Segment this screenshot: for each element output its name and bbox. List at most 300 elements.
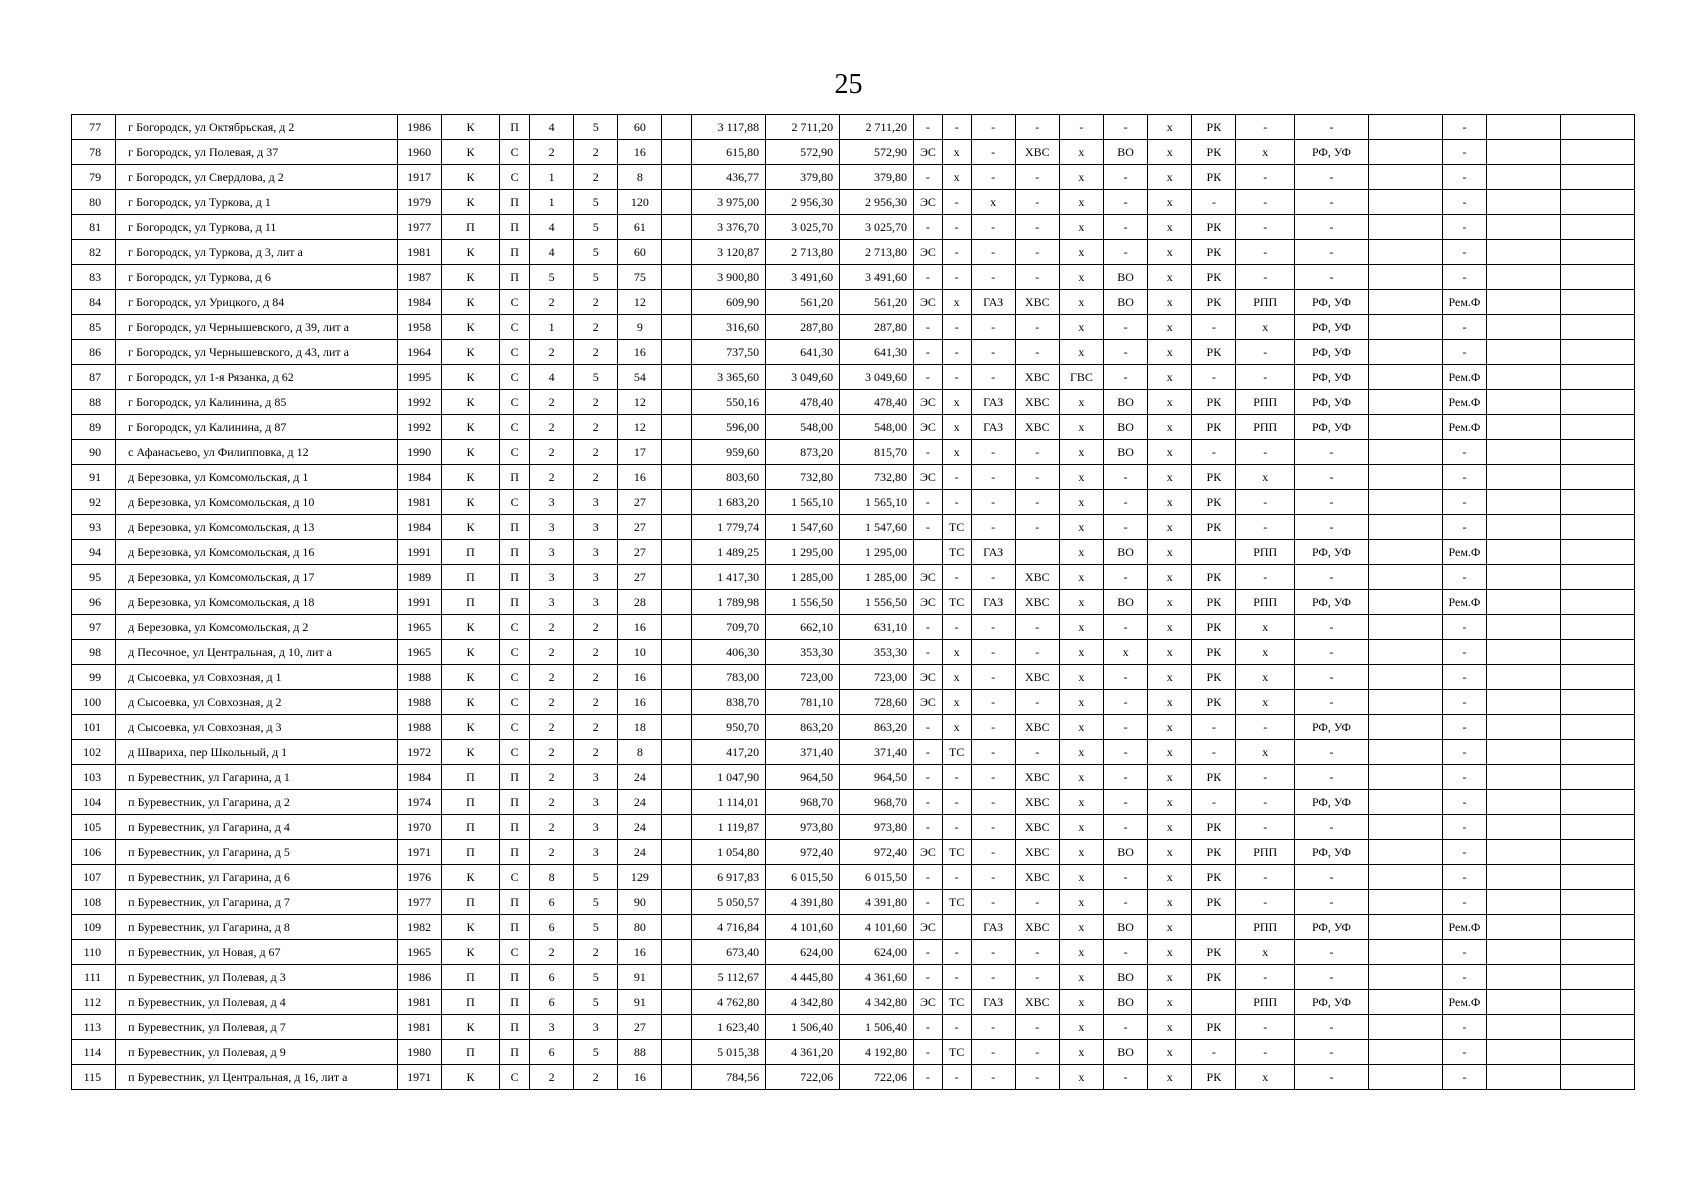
table-cell: [1368, 390, 1442, 415]
table-cell: [1487, 940, 1561, 965]
table-cell: 2: [529, 390, 573, 415]
table-cell: -: [1015, 340, 1059, 365]
table-cell: 3 365,60: [692, 365, 766, 390]
table-cell: -: [942, 365, 971, 390]
table-cell: 1995: [397, 365, 441, 390]
table-cell: х: [1148, 240, 1192, 265]
table-cell: -: [1442, 840, 1486, 865]
table-cell: ХВС: [1015, 915, 1059, 940]
table-cell: П: [441, 840, 500, 865]
table-cell: РК: [1192, 290, 1236, 315]
table-cell: х: [1059, 415, 1103, 440]
table-cell: 3: [529, 515, 573, 540]
table-cell: -: [971, 265, 1015, 290]
table-cell: 4 762,80: [692, 990, 766, 1015]
table-cell: [1560, 565, 1634, 590]
table-cell: -: [914, 740, 943, 765]
table-cell: 4 361,20: [766, 1040, 840, 1065]
table-cell: [1560, 665, 1634, 690]
table-cell: [1560, 140, 1634, 165]
table-cell: -: [1104, 190, 1148, 215]
table-cell: 1991: [397, 540, 441, 565]
table-cell: 972,40: [840, 840, 914, 865]
table-cell: 417,20: [692, 740, 766, 765]
table-cell: 371,40: [766, 740, 840, 765]
table-cell: К: [441, 190, 500, 215]
table-cell: 5: [574, 865, 618, 890]
table-cell: д Сысоевка, ул Совхозная, д 3: [116, 715, 397, 740]
table-cell: х: [942, 415, 971, 440]
table-cell: [1368, 1065, 1442, 1090]
table-cell: [662, 815, 692, 840]
table-cell: [1368, 615, 1442, 640]
table-cell: 80: [618, 915, 662, 940]
table-cell: РК: [1192, 765, 1236, 790]
table-cell: [1487, 490, 1561, 515]
table-cell: -: [942, 315, 971, 340]
table-cell: 4 445,80: [766, 965, 840, 990]
table-cell: х: [942, 140, 971, 165]
table-cell: -: [1104, 1065, 1148, 1090]
table-cell: -: [1104, 690, 1148, 715]
table-cell: 732,80: [766, 465, 840, 490]
table-cell: 61: [618, 215, 662, 240]
table-cell: ВО: [1104, 590, 1148, 615]
table-cell: К: [441, 340, 500, 365]
table-cell: 6 015,50: [840, 865, 914, 890]
table-cell: 1 683,20: [692, 490, 766, 515]
table-cell: РК: [1192, 215, 1236, 240]
table-cell: 16: [618, 1065, 662, 1090]
table-cell: РК: [1192, 390, 1236, 415]
table-cell: г Богородск, ул Урицкого, д 84: [116, 290, 397, 315]
table-cell: РК: [1192, 640, 1236, 665]
table-cell: [1487, 365, 1561, 390]
table-cell: ЭС: [914, 140, 943, 165]
table-cell: П: [500, 465, 530, 490]
table-cell: [1368, 765, 1442, 790]
table-cell: 1979: [397, 190, 441, 215]
table-cell: х: [1059, 1040, 1103, 1065]
table-cell: -: [1295, 740, 1369, 765]
table-cell: -: [1015, 640, 1059, 665]
table-cell: К: [441, 665, 500, 690]
table-cell: [1368, 790, 1442, 815]
table-cell: -: [1442, 1015, 1486, 1040]
table-cell: 722,06: [766, 1065, 840, 1090]
table-cell: С: [500, 140, 530, 165]
table-cell: 109: [72, 915, 116, 940]
table-cell: 3: [574, 565, 618, 590]
table-cell: РК: [1192, 340, 1236, 365]
table-cell: ЭС: [914, 665, 943, 690]
table-cell: ВО: [1104, 415, 1148, 440]
table-cell: 964,50: [766, 765, 840, 790]
table-cell: 4 391,80: [766, 890, 840, 915]
table-cell: -: [942, 965, 971, 990]
table-cell: РПП: [1236, 415, 1295, 440]
table-cell: РК: [1192, 140, 1236, 165]
table-cell: 784,56: [692, 1065, 766, 1090]
table-cell: 973,80: [766, 815, 840, 840]
table-cell: х: [1148, 340, 1192, 365]
table-cell: -: [914, 815, 943, 840]
table-cell: х: [1148, 840, 1192, 865]
table-cell: [1560, 1015, 1634, 1040]
table-cell: 3: [529, 1015, 573, 1040]
table-cell: ГАЗ: [971, 915, 1015, 940]
table-cell: х: [1148, 765, 1192, 790]
table-cell: х: [1148, 490, 1192, 515]
table-cell: х: [1236, 690, 1295, 715]
table-cell: РПП: [1236, 990, 1295, 1015]
table-cell: [662, 665, 692, 690]
table-cell: 16: [618, 340, 662, 365]
table-cell: п Буревестник, ул Гагарина, д 1: [116, 765, 397, 790]
table-cell: [1368, 365, 1442, 390]
table-cell: -: [1236, 515, 1295, 540]
table-cell: 1 623,40: [692, 1015, 766, 1040]
table-cell: 723,00: [840, 665, 914, 690]
table-row: [72, 165, 1635, 190]
table-cell: -: [1236, 890, 1295, 915]
table-row: [72, 815, 1635, 840]
table-cell: 1971: [397, 840, 441, 865]
table-cell: 353,30: [766, 640, 840, 665]
table-cell: ЭС: [914, 390, 943, 415]
table-cell: [1487, 165, 1561, 190]
table-cell: РК: [1192, 515, 1236, 540]
table-cell: 4: [529, 115, 573, 140]
table-cell: -: [1104, 565, 1148, 590]
table-cell: -: [1192, 440, 1236, 465]
table-cell: РК: [1192, 665, 1236, 690]
table-cell: 406,30: [692, 640, 766, 665]
table-cell: 24: [618, 765, 662, 790]
table-cell: 2: [574, 415, 618, 440]
table-cell: РПП: [1236, 590, 1295, 615]
table-cell: 5: [574, 365, 618, 390]
table-row: [72, 740, 1635, 765]
table-row: [72, 290, 1635, 315]
table-cell: -: [1295, 115, 1369, 140]
table-cell: ХВС: [1015, 865, 1059, 890]
table-cell: [1487, 790, 1561, 815]
table-cell: -: [1015, 240, 1059, 265]
table-cell: [1560, 815, 1634, 840]
table-cell: 97: [72, 615, 116, 640]
table-cell: -: [1104, 1015, 1148, 1040]
table-cell: 6: [529, 1040, 573, 1065]
table-cell: 2: [529, 690, 573, 715]
table-cell: [662, 965, 692, 990]
table-cell: г Богородск, ул Полевая, д 37: [116, 140, 397, 165]
table-cell: п Буревестник, ул Полевая, д 9: [116, 1040, 397, 1065]
table-cell: [662, 1015, 692, 1040]
table-cell: 3: [529, 590, 573, 615]
table-cell: ТС: [942, 590, 971, 615]
table-cell: [662, 840, 692, 865]
table-cell: РФ, УФ: [1295, 840, 1369, 865]
table-row: [72, 665, 1635, 690]
table-cell: [662, 1065, 692, 1090]
table-cell: г Богородск, ул Октябрьская, д 2: [116, 115, 397, 140]
table-cell: П: [500, 815, 530, 840]
table-cell: -: [1442, 740, 1486, 765]
table-cell: 572,90: [840, 140, 914, 165]
table-cell: х: [1148, 965, 1192, 990]
table-cell: РПП: [1236, 915, 1295, 940]
table-row: [72, 540, 1635, 565]
table-cell: -: [914, 440, 943, 465]
table-cell: [1560, 690, 1634, 715]
table-cell: 6 917,83: [692, 865, 766, 890]
table-cell: 10: [618, 640, 662, 665]
table-cell: [1487, 765, 1561, 790]
table-cell: [1368, 340, 1442, 365]
table-cell: 16: [618, 615, 662, 640]
table-cell: х: [1148, 690, 1192, 715]
table-cell: 964,50: [840, 765, 914, 790]
table-cell: С: [500, 615, 530, 640]
table-cell: п Буревестник, ул Гагарина, д 6: [116, 865, 397, 890]
table-cell: [662, 740, 692, 765]
table-cell: [1487, 115, 1561, 140]
table-cell: [1487, 540, 1561, 565]
table-cell: 60: [618, 115, 662, 140]
table-cell: [1560, 190, 1634, 215]
table-cell: [662, 190, 692, 215]
table-cell: ЭС: [914, 590, 943, 615]
table-cell: 3 117,88: [692, 115, 766, 140]
table-cell: -: [1442, 465, 1486, 490]
table-cell: 1 547,60: [840, 515, 914, 540]
table-cell: 27: [618, 1015, 662, 1040]
table-cell: РК: [1192, 815, 1236, 840]
table-cell: К: [441, 465, 500, 490]
table-cell: ВО: [1104, 990, 1148, 1015]
table-cell: -: [1442, 165, 1486, 190]
table-cell: -: [1295, 1040, 1369, 1065]
table-cell: 6: [529, 915, 573, 940]
table-cell: -: [1442, 215, 1486, 240]
table-cell: К: [441, 915, 500, 940]
table-cell: К: [441, 740, 500, 765]
table-cell: -: [914, 215, 943, 240]
table-cell: 102: [72, 740, 116, 765]
table-cell: -: [1015, 515, 1059, 540]
table-cell: 2 713,80: [766, 240, 840, 265]
table-cell: -: [971, 890, 1015, 915]
table-cell: [662, 765, 692, 790]
table-cell: х: [942, 640, 971, 665]
table-cell: -: [942, 340, 971, 365]
table-cell: 112: [72, 990, 116, 1015]
table-cell: К: [441, 1065, 500, 1090]
table-cell: 1 556,50: [766, 590, 840, 615]
table-cell: С: [500, 940, 530, 965]
table-cell: 1 565,10: [840, 490, 914, 515]
table-cell: х: [1148, 115, 1192, 140]
table-cell: РПП: [1236, 290, 1295, 315]
table-cell: П: [441, 540, 500, 565]
table-cell: 5: [574, 215, 618, 240]
table-cell: РФ, УФ: [1295, 365, 1369, 390]
table-cell: -: [1104, 890, 1148, 915]
table-cell: -: [1295, 565, 1369, 590]
table-cell: 2: [574, 165, 618, 190]
table-cell: -: [1295, 865, 1369, 890]
table-cell: 2: [529, 340, 573, 365]
table-cell: 81: [72, 215, 116, 240]
table-cell: -: [1295, 265, 1369, 290]
table-cell: 1981: [397, 1015, 441, 1040]
table-cell: ХВС: [1015, 590, 1059, 615]
table-cell: х: [1059, 865, 1103, 890]
table-cell: х: [1236, 1065, 1295, 1090]
table-cell: 89: [72, 415, 116, 440]
table-cell: -: [1295, 190, 1369, 215]
table-cell: П: [441, 815, 500, 840]
table-cell: -: [1015, 165, 1059, 190]
table-cell: П: [500, 190, 530, 215]
table-cell: 1991: [397, 590, 441, 615]
table-cell: С: [500, 1065, 530, 1090]
table-row: [72, 915, 1635, 940]
table-cell: -: [1295, 890, 1369, 915]
table-cell: -: [1104, 240, 1148, 265]
table-cell: 92: [72, 490, 116, 515]
table-cell: [662, 615, 692, 640]
table-cell: х: [1148, 790, 1192, 815]
table-cell: х: [1059, 165, 1103, 190]
table-cell: [1487, 690, 1561, 715]
table-cell: 1 565,10: [766, 490, 840, 515]
table-cell: [1487, 290, 1561, 315]
table-cell: -: [1295, 815, 1369, 840]
table-cell: 624,00: [840, 940, 914, 965]
table-cell: -: [971, 840, 1015, 865]
table-cell: 2 711,20: [766, 115, 840, 140]
table-cell: -: [971, 765, 1015, 790]
table-cell: 2: [529, 740, 573, 765]
table-cell: К: [441, 715, 500, 740]
table-cell: п Буревестник, ул Полевая, д 7: [116, 1015, 397, 1040]
table-cell: -: [1295, 1015, 1369, 1040]
table-cell: 3: [574, 590, 618, 615]
table-cell: [1487, 215, 1561, 240]
table-cell: 631,10: [840, 615, 914, 640]
table-cell: К: [441, 940, 500, 965]
table-cell: -: [1236, 240, 1295, 265]
table-cell: К: [441, 415, 500, 440]
table-cell: [1487, 1040, 1561, 1065]
table-cell: [1487, 865, 1561, 890]
table-cell: 1960: [397, 140, 441, 165]
table-cell: ХВС: [1015, 415, 1059, 440]
table-cell: -: [1236, 765, 1295, 790]
table-cell: П: [500, 990, 530, 1015]
table-cell: 2: [574, 465, 618, 490]
table-cell: С: [500, 365, 530, 390]
table-cell: [1487, 440, 1561, 465]
table-row: [72, 1040, 1635, 1065]
table-cell: -: [1295, 165, 1369, 190]
table-cell: 1 789,98: [692, 590, 766, 615]
table-cell: г Богородск, ул 1-я Рязанка, д 62: [116, 365, 397, 390]
table-cell: х: [1236, 315, 1295, 340]
table-cell: 2: [574, 340, 618, 365]
table-cell: -: [1442, 665, 1486, 690]
table-cell: [662, 715, 692, 740]
table-cell: -: [971, 715, 1015, 740]
table-cell: г Богородск, ул Туркова, д 1: [116, 190, 397, 215]
table-cell: П: [500, 115, 530, 140]
table-cell: [1015, 540, 1059, 565]
table-cell: Рем.Ф: [1442, 365, 1486, 390]
table-cell: ГВС: [1059, 365, 1103, 390]
table-cell: 436,77: [692, 165, 766, 190]
table-cell: -: [1015, 1065, 1059, 1090]
table-cell: ГАЗ: [971, 290, 1015, 315]
table-cell: х: [1236, 465, 1295, 490]
table-cell: 1986: [397, 965, 441, 990]
table-cell: 1: [529, 315, 573, 340]
table-cell: 1 547,60: [766, 515, 840, 540]
table-cell: [1560, 990, 1634, 1015]
table-cell: 1 295,00: [766, 540, 840, 565]
table-cell: х: [1148, 140, 1192, 165]
table-cell: [1560, 365, 1634, 390]
table-cell: 3 491,60: [840, 265, 914, 290]
table-cell: 1 295,00: [840, 540, 914, 565]
table-cell: х: [1148, 665, 1192, 690]
table-cell: [662, 1040, 692, 1065]
table-cell: ХВС: [1015, 765, 1059, 790]
table-cell: ТС: [942, 840, 971, 865]
table-cell: х: [1148, 865, 1192, 890]
table-cell: 1977: [397, 890, 441, 915]
table-cell: -: [914, 790, 943, 815]
table-cell: 815,70: [840, 440, 914, 465]
table-cell: С: [500, 715, 530, 740]
table-cell: 2: [574, 715, 618, 740]
table-cell: -: [914, 515, 943, 540]
table-cell: 18: [618, 715, 662, 740]
table-cell: -: [1442, 890, 1486, 915]
table-cell: 3 491,60: [766, 265, 840, 290]
table-cell: -: [1295, 465, 1369, 490]
table-cell: П: [500, 590, 530, 615]
table-cell: [662, 165, 692, 190]
table-cell: 950,70: [692, 715, 766, 740]
table-cell: К: [441, 615, 500, 640]
table-cell: 2: [574, 740, 618, 765]
table-cell: п Буревестник, ул Полевая, д 3: [116, 965, 397, 990]
table-cell: РК: [1192, 115, 1236, 140]
table-cell: х: [1059, 340, 1103, 365]
table-cell: -: [1442, 1065, 1486, 1090]
table-cell: 2: [574, 390, 618, 415]
table-cell: х: [1236, 665, 1295, 690]
table-cell: 93: [72, 515, 116, 540]
table-cell: -: [1192, 190, 1236, 215]
table-cell: -: [914, 1065, 943, 1090]
table-cell: 1917: [397, 165, 441, 190]
table-cell: 90: [72, 440, 116, 465]
table-cell: [1192, 915, 1236, 940]
table-cell: -: [942, 190, 971, 215]
